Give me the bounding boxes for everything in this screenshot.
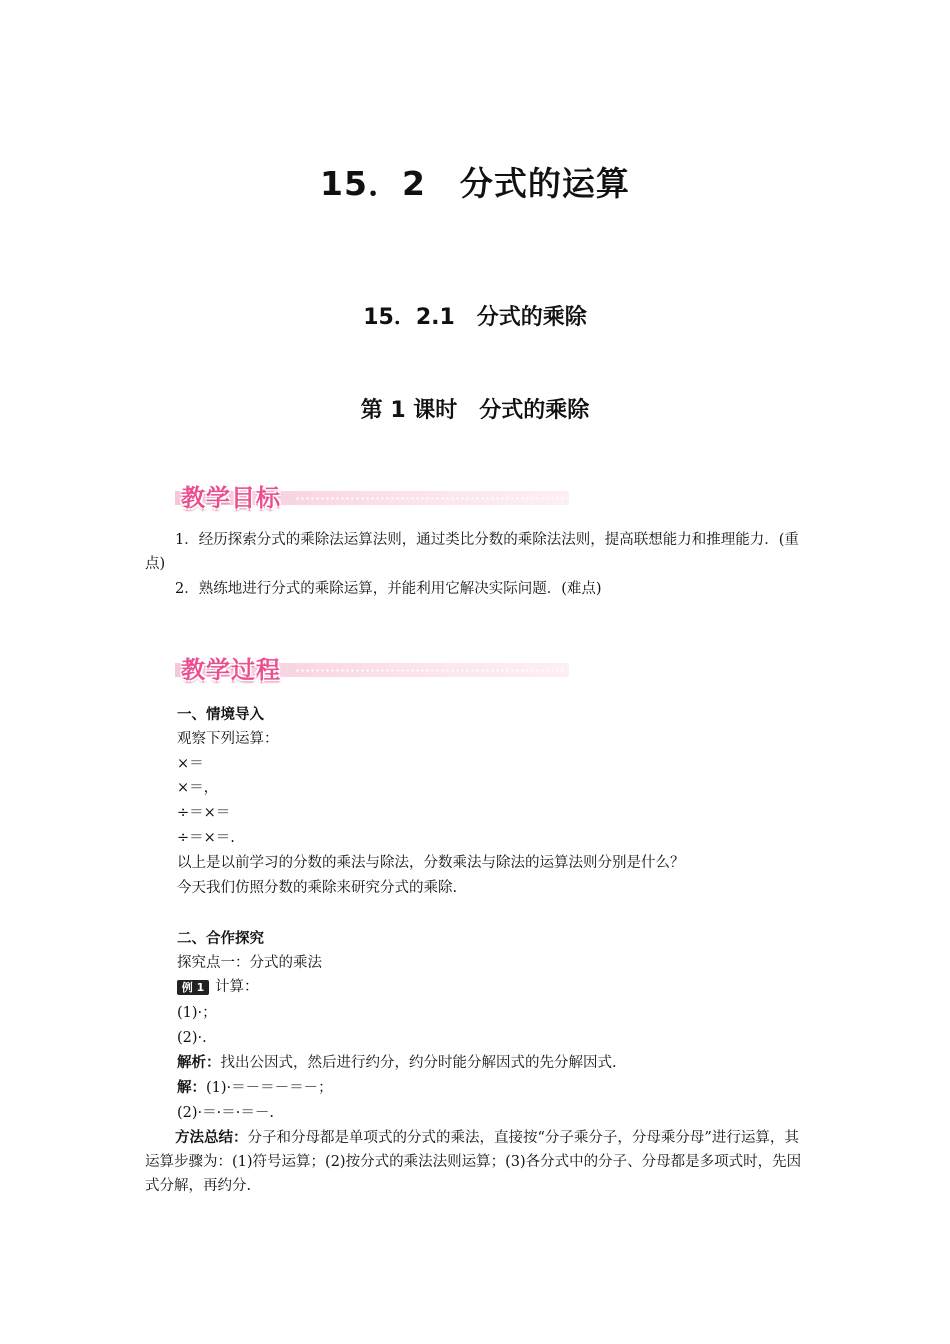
question-1: (1)·； (177, 1005, 217, 1021)
goal-item-2: 2．熟练地进行分式的乘除运算，并能利用它解决实际问题．(难点) (175, 581, 602, 597)
intro-heading: 一、情境导入 (177, 707, 264, 723)
analysis (177, 1051, 617, 1075)
example-badge: 例 1 (177, 980, 209, 995)
banner-dots (295, 497, 565, 500)
process-banner (175, 650, 569, 684)
intro-today: 今天我们仿照分数的乘除来研究分式的乘除. (177, 880, 458, 896)
main-title: 15．2 分式的运算 (320, 164, 630, 203)
solution-1-text: (1)·＝－＝－＝－； (206, 1080, 333, 1096)
analysis-text: 找出公因式，然后进行约分，约分时能分解因式的先分解因式. (220, 1055, 617, 1071)
intro-question: 以上是以前学习的分数的乘法与除法，分数乘法与除法的运算法则分别是什么？ (177, 855, 685, 871)
example-text: 计算： (215, 979, 259, 995)
intro-observe: 观察下列运算： (177, 731, 279, 747)
example-1 (177, 975, 259, 999)
method-summary (145, 1126, 810, 1198)
section-title: 15．2.1 分式的乘除 (363, 305, 587, 330)
intro-eq-1: ×＝ (177, 756, 204, 772)
intro-eq-2: ×＝， (177, 780, 219, 796)
explore-point-1: 探究点一：分式的乘法 (177, 955, 322, 971)
process-banner-label: 教学过程 (181, 656, 281, 684)
intro-eq-3: ÷＝×＝ (177, 805, 231, 821)
solution-2: (2)·＝·＝·＝－. (177, 1105, 274, 1121)
intro-eq-4: ÷＝×＝. (177, 830, 235, 846)
summary-text: 分子和分母都是单项式的分式的乘法，直接按“分子乘分子，分母乘分母”进行运算，其运算步骤为：(1)符号运算；(2)按分式的乘法法则运算；(3)各分式中的分子、分母都是多项式时，先因式分解，再约分. (145, 1130, 802, 1194)
summary-label: 方法总结： (175, 1130, 248, 1146)
analysis-label: 解析： (177, 1055, 221, 1071)
goals-banner (175, 478, 569, 512)
solution-1 (177, 1076, 333, 1100)
solution-label: 解： (177, 1080, 206, 1096)
question-2: (2)·. (177, 1030, 207, 1046)
goal-item-1: 1．经历探索分式的乘除法运算法则，通过类比分数的乘除法法则，提高联想能力和推理能力．(重点) (145, 532, 799, 572)
banner-dots (295, 669, 565, 672)
explore-heading: 二、合作探究 (177, 931, 264, 947)
goals-banner-label: 教学目标 (181, 484, 281, 512)
lesson-title: 第 1 课时 分式的乘除 (360, 398, 590, 423)
